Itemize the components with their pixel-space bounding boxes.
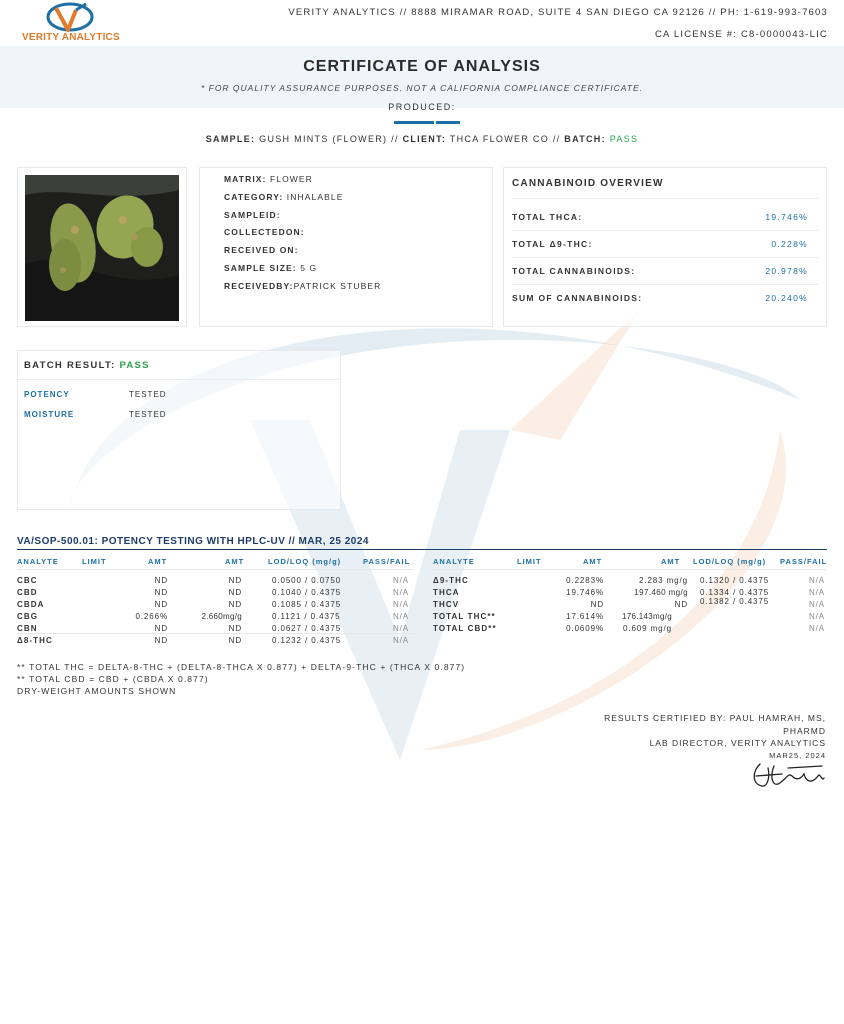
table-cell-analyte: Δ9-THC xyxy=(433,576,469,585)
potency-rule xyxy=(17,549,827,550)
overview-row-total-cannabinoids: TOTAL CANNABINOIDS: 20.978% xyxy=(512,266,808,276)
title-underline xyxy=(394,121,434,124)
table-cell-lod: 0.0627 / 0.4375 xyxy=(272,624,342,633)
table-cell-amt1: ND xyxy=(154,636,168,645)
batch-result-title: BATCH RESULT: PASS xyxy=(24,360,150,371)
table-cell-amt1: 0.266% xyxy=(135,612,168,621)
cert-line-2: PHARMD xyxy=(783,725,826,736)
batch-result-panel xyxy=(17,350,341,510)
cert-line-3: LAB DIRECTOR, VERITY ANALYTICS xyxy=(649,738,826,748)
table-cell-amt2: 0.609 mg/g xyxy=(622,624,672,633)
table-cell-pf: N/A xyxy=(393,636,410,645)
table-cell-amt2: ND xyxy=(228,600,242,609)
table-cell-lod: 0.1085 / 0.4375 xyxy=(272,600,342,609)
th-amt2-left: AMT xyxy=(225,557,245,566)
table-cell-analyte: CBN xyxy=(17,624,38,633)
table-cell-lod: 0.0500 / 0.0750 xyxy=(272,576,342,585)
table-cell-amt1: 0.2283% xyxy=(566,576,604,585)
footnotes xyxy=(17,661,465,697)
logo-text: VERITY ANALYTICS xyxy=(22,32,120,43)
table-cell-analyte: CBD xyxy=(17,588,38,597)
overview-row-total-d9: TOTAL Δ9-THC: 0.228% xyxy=(512,239,808,249)
table-cell-amt2: 2.660mg/g xyxy=(201,612,242,621)
cert-line-1: RESULTS CERTIFIED BY: PAUL HAMRAH, MS, xyxy=(604,713,826,723)
table-cell-analyte: TOTAL CBD** xyxy=(433,624,497,633)
table-cell-analyte: Δ8-THC xyxy=(17,636,53,645)
footnote-total-cbd: ** TOTAL CBD = CBD + (CBDA X 0.877) xyxy=(17,674,209,684)
th-pf-left: PASS/FAIL xyxy=(363,557,411,566)
table-cell-pf: N/A xyxy=(393,600,410,609)
lab-address: VERITY ANALYTICS // 8888 MIRAMAR ROAD, SUITE 4 SAN DIEGO CA 92126 // PH: 1-619-993-7603 xyxy=(288,7,828,18)
meta-receivedby: RECEIVEDBY:PATRICK STUBER xyxy=(224,281,382,291)
th-amt1-left: AMT xyxy=(148,557,168,566)
th-limit-right: LIMIT xyxy=(517,557,542,566)
table-cell-lod: 0.1334 / 0.4375 xyxy=(700,588,770,597)
table-cell-pf: N/A xyxy=(393,588,410,597)
table-cell-analyte: CBDA xyxy=(17,600,45,609)
table-cell-amt2: 197.460 mg/g xyxy=(634,588,688,597)
title-underline-accent xyxy=(436,121,460,124)
sample-summary: SAMPLE: GUSH MINTS (FLOWER) // CLIENT: THCA FLOWER CO // BATCH: PASS xyxy=(205,134,639,144)
table-cell-amt2: ND xyxy=(228,576,242,585)
sample-value: GUSH MINTS (FLOWER) xyxy=(259,134,388,144)
meta-received: RECEIVED ON: xyxy=(224,245,299,255)
batch-row-potency-label: POTENCY xyxy=(24,390,70,399)
sample-photo xyxy=(25,175,179,321)
table-cell-pf: N/A xyxy=(393,576,410,585)
batch-row-potency-value: TESTED xyxy=(129,390,167,399)
th-amt1-right: AMT xyxy=(583,557,603,566)
table-cell-pf: N/A xyxy=(809,576,826,585)
page-subtitle: * FOR QUALITY ASSURANCE PURPOSES. NOT A CALIFORNIA COMPLIANCE CERTIFICATE. xyxy=(200,83,644,93)
table-cell-amt1: ND xyxy=(590,600,604,609)
potency-title: VA/SOP-500.01: POTENCY TESTING WITH HPLC-UV // MAR, 25 2024 xyxy=(17,536,369,547)
th-pf-right: PASS/FAIL xyxy=(780,557,828,566)
table-cell-amt1: 0.0609% xyxy=(566,624,604,633)
th-lod-right: LOD/LOQ (mg/g) xyxy=(693,557,767,566)
th-limit-left: LIMIT xyxy=(82,557,107,566)
table-cell-amt1: ND xyxy=(154,624,168,633)
table-cell-amt2: ND xyxy=(674,600,688,609)
divider xyxy=(512,230,818,231)
produced-label: PRODUCED: xyxy=(388,102,456,112)
certification-block xyxy=(604,712,826,762)
table-cell-amt1: ND xyxy=(154,588,168,597)
client-value: THCA FLOWER CO xyxy=(449,134,550,144)
cannabinoid-overview-panel xyxy=(503,167,827,327)
overview-row-total-thca: TOTAL THCA: 19.746% xyxy=(512,212,808,222)
table-cell-amt2: ND xyxy=(228,624,242,633)
table-cell-lod: 0.1121 / 0.4375 xyxy=(272,612,341,621)
table-cell-pf: N/A xyxy=(393,624,410,633)
table-cell-amt2: ND xyxy=(228,588,242,597)
batch-row-moisture-value: TESTED xyxy=(129,410,167,419)
table-cell-amt1: 17.614% xyxy=(566,612,604,621)
table-cell-amt1: 19.746% xyxy=(566,588,604,597)
divider xyxy=(17,569,414,570)
cannabinoid-overview-title: CANNABINOID OVERVIEW xyxy=(512,178,664,189)
meta-category: CATEGORY: INHALABLE xyxy=(224,192,344,202)
batch-status: PASS xyxy=(609,134,639,144)
divider xyxy=(512,257,818,258)
signature-icon xyxy=(748,758,828,792)
footnote-dry-weight: DRY-WEIGHT AMOUNTS SHOWN xyxy=(17,686,177,696)
lab-license: CA LICENSE #: C8-0000043-LIC xyxy=(654,29,828,40)
table-cell-amt1: ND xyxy=(154,600,168,609)
table-cell-amt1: ND xyxy=(154,576,168,585)
table-cell-analyte: CBG xyxy=(17,612,39,621)
sample-photo-panel xyxy=(17,167,187,327)
sample-label: SAMPLE: xyxy=(205,134,256,144)
divider xyxy=(17,633,414,634)
table-cell-analyte: TOTAL THC** xyxy=(433,612,496,621)
batch-row-moisture-label: MOISTURE xyxy=(24,410,75,419)
table-cell-pf: N/A xyxy=(809,600,826,609)
table-cell-lod: 0.1382 / 0.4375 xyxy=(700,597,770,606)
table-cell-amt2: ND xyxy=(228,636,242,645)
table-cell-lod: 0.1040 / 0.4375 xyxy=(272,588,342,597)
th-analyte-left: ANALYTE xyxy=(17,557,59,566)
table-cell-analyte: THCV xyxy=(433,600,460,609)
table-cell-pf: N/A xyxy=(809,588,826,597)
sample-meta-panel xyxy=(199,167,493,327)
th-lod-left: LOD/LOQ (mg/g) xyxy=(268,557,342,566)
table-cell-pf: N/A xyxy=(809,624,826,633)
table-cell-amt2: 176.143mg/g xyxy=(621,612,672,621)
meta-size: SAMPLE SIZE: 5 G xyxy=(224,263,318,273)
table-cell-amt2: 2.283 mg/g xyxy=(638,576,688,585)
meta-matrix: MATRIX: FLOWER xyxy=(224,174,313,184)
page-title: CERTIFICATE OF ANALYSIS xyxy=(303,58,541,75)
th-analyte-right: ANALYTE xyxy=(433,557,475,566)
divider xyxy=(18,379,340,380)
meta-collected: COLLECTEDON: xyxy=(224,227,305,237)
th-amt2-right: AMT xyxy=(661,557,681,566)
divider xyxy=(433,569,827,570)
cert-date: MAR25, 2024 xyxy=(769,750,826,760)
meta-sampleid: SAMPLEID: xyxy=(224,210,281,220)
table-cell-lod: 0.1232 / 0.4375 xyxy=(272,636,342,645)
table-cell-pf: N/A xyxy=(393,612,410,621)
title-band xyxy=(0,46,844,108)
table-cell-analyte: THCA xyxy=(433,588,460,597)
batch-label: BATCH: xyxy=(564,134,606,144)
table-cell-lod: 0.1320 / 0.4375 xyxy=(700,576,770,585)
divider xyxy=(512,284,818,285)
overview-row-sum-cannabinoids: SUM OF CANNABINOIDS: 20.240% xyxy=(512,293,808,303)
client-label: CLIENT: xyxy=(402,134,447,144)
divider xyxy=(512,198,818,199)
footnote-total-thc: ** TOTAL THC = DELTA-8-THC + (DELTA-8-THCA X 0.877) + DELTA-9-THC + (THCA X 0.877) xyxy=(17,662,466,672)
table-cell-analyte: CBC xyxy=(17,576,38,585)
table-cell-pf: N/A xyxy=(809,612,826,621)
